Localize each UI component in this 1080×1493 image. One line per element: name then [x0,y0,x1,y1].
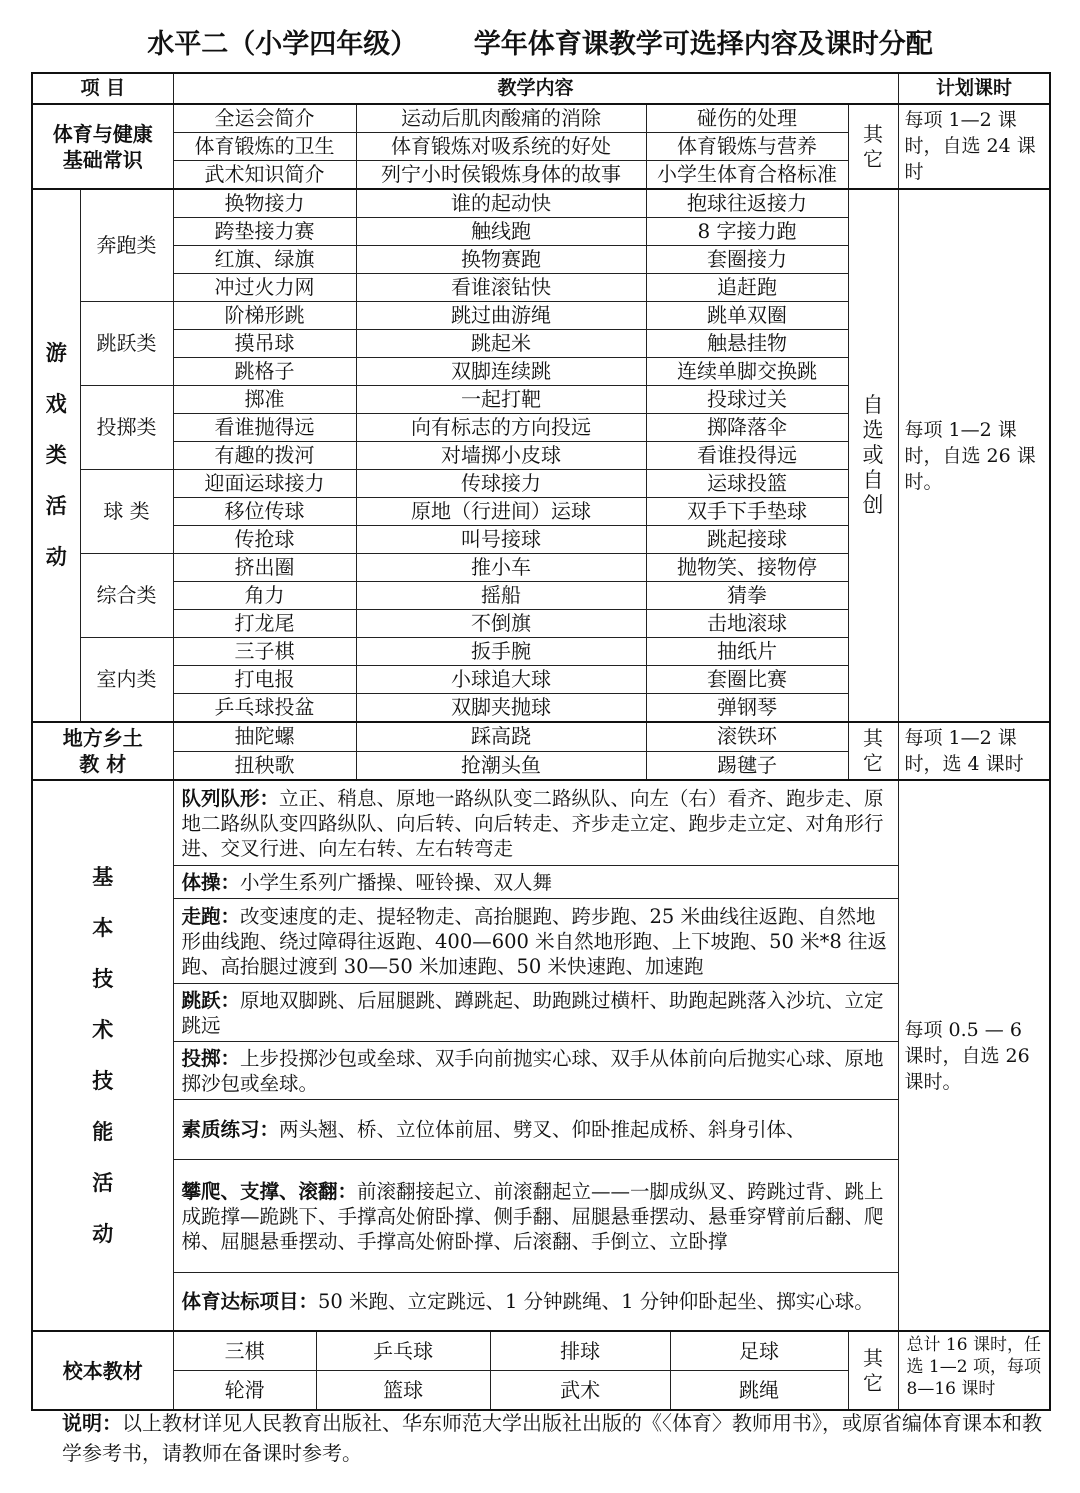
games-group-name: 球 类 [80,470,173,554]
health-item: 武术知识简介 [173,161,356,190]
game-item: 看谁滚钻快 [356,274,646,302]
header-content: 教学内容 [173,73,898,104]
game-item: 抱球往返接力 [646,189,848,218]
table-row [32,780,1050,866]
game-item: 跳起米 [356,330,646,358]
game-item: 三子棋 [173,638,356,666]
school-label: 校本教材 [32,1331,173,1410]
local-item: 抽陀螺 [173,722,356,751]
local-item: 抢潮头鱼 [356,751,646,780]
game-item: 小球追大球 [356,666,646,694]
game-item: 传抢球 [173,526,356,554]
games-group-name: 投掷类 [80,386,173,470]
health-item: 列宁小时侯锻炼身体的故事 [356,161,646,190]
school-item: 跳绳 [739,1378,780,1402]
game-item: 看谁投得远 [646,442,848,470]
table-row [32,899,1050,984]
health-item: 体育锻炼对吸系统的好处 [356,133,646,161]
health-label: 体育与健康 基础常识 [32,104,173,189]
header-item: 项 目 [32,73,173,104]
skill-item [173,984,898,1042]
table-row [32,1100,1050,1160]
table-row [32,866,1050,899]
game-item: 对墙掷小皮球 [356,442,646,470]
local-item: 踩高跷 [356,722,646,751]
skill-category: 素质练习： [181,1118,280,1141]
game-item: 谁的起动快 [356,189,646,218]
games-group-name: 跳跃类 [80,302,173,386]
game-item: 挤出圈 [173,554,356,582]
skill-category: 体操： [181,870,241,894]
game-item: 套圈接力 [646,246,848,274]
game-item: 一起打靶 [356,386,646,414]
local-item: 踢毽子 [646,751,848,780]
curriculum-table [31,72,1051,1411]
footnote-text: 以上教材详见人民教育出版社、华东师范大学出版社出版的《〈体育〉教师用书》，或原省编体育课本和教学参考书，请教师在备课时参考。 [62,1411,1042,1465]
skills-label: 基 本 技 术 技 能 活 动 [32,780,173,1331]
skill-content: 小学生系列广播操、哑铃操、双人舞 [240,870,553,894]
skill-content: 50 米跑、立定跳远、1 分钟跳绳、1 分钟仰卧起坐、掷实心球。 [318,1290,874,1313]
skill-item [173,1273,898,1332]
school-item: 足球 [739,1339,780,1363]
school-row-items [174,1371,848,1409]
games-label: 游 戏 类 活 动 [32,189,80,722]
skill-item [173,780,898,866]
footnote-label: 说明： [62,1411,122,1435]
health-item: 小学生体育合格标准 [646,161,848,190]
school-row-items [174,1332,848,1370]
game-item: 连续单脚交换跳 [646,358,848,386]
skill-content: 前滚翻接起立、前滚翻起立——一脚成纵叉、跨跳过背、跳上成跪撑—跪跳下、手撑高处俯卧撑、侧手翻、屈腿悬垂摆动、悬垂穿臂前后翻、爬梯、屈腿悬垂摆动、手撑高处俯卧撑、后滚翻、手倒立、立卧撑 [181,1179,884,1253]
skill-item [173,866,898,899]
game-item: 换物赛跑 [356,246,646,274]
health-plan: 每项 1—2 课时，自选 24 课时 [898,104,1050,189]
game-item: 向有标志的方向投远 [356,414,646,442]
skill-content: 立正、稍息、原地一路纵队变二路纵队、向左（右）看齐、跑步走、原地二路纵队变四路纵队、向后转、向后转走、齐步走立定、跑步走立定、对角形行进、交叉行进、向左右转、左右转弯走 [181,786,884,860]
skill-item [173,1160,898,1273]
skill-item [173,899,898,984]
school-item: 乒乓球 [317,1332,491,1370]
game-item: 打电报 [173,666,356,694]
footnote [62,1408,1052,1468]
game-item: 双脚连续跳 [356,358,646,386]
game-item: 猜拳 [646,582,848,610]
skill-content: 上步投掷沙包或垒球、双手向前抛实心球、双手从体前向后抛实心球、原地掷沙包或垒球。 [181,1046,884,1095]
school-row [173,1331,848,1371]
game-item: 迎面运球接力 [173,470,356,498]
local-other: 其 它 [848,722,898,780]
skill-category: 跳跃： [181,988,241,1012]
skill-item [173,1100,898,1160]
health-item: 体育锻炼的卫生 [173,133,356,161]
game-item: 击地滚球 [646,610,848,638]
game-item: 阶梯形跳 [173,302,356,330]
skill-content: 改变速度的走、提轻物走、高抬腿跑、跨步跑、25 米曲线往返跑、自然地形曲线跑、绕过障碍往返跑、400—600 米自然地形跑、上下坡跑、50 米*8 往返跑、高抬腿过渡到 30—50 米加速跑、50 米快速跑、加速跑 [181,904,888,978]
game-item: 看谁抛得远 [173,414,356,442]
school-plan: 总计 16 课时，任选 1—2 项，每项 8—16 课时 [898,1331,1050,1410]
game-item: 扳手腕 [356,638,646,666]
game-item: 打龙尾 [173,610,356,638]
game-item: 换物接力 [173,189,356,218]
game-item: 套圈比赛 [646,666,848,694]
skill-category: 攀爬、支撑、滚翻： [181,1179,358,1203]
skill-content: 原地双脚跳、后屈腿跳、蹲跳起、助跑跳过横杆、助跑起跳落入沙坑、立定跳远 [181,988,884,1037]
local-label: 地方乡土 教 材 [32,722,173,780]
school-other: 其 它 [848,1331,898,1410]
game-item: 冲过火力网 [173,274,356,302]
game-item: 跳起接球 [646,526,848,554]
health-other: 其 它 [848,104,898,189]
local-item: 滚铁环 [646,722,848,751]
game-item: 抛物笑、接物停 [646,554,848,582]
game-item: 乒乓球投盆 [173,694,356,723]
local-plan: 每项 1—2 课时，选 4 课时 [898,722,1050,780]
games-group-name: 奔跑类 [80,189,173,302]
game-item: 摸吊球 [173,330,356,358]
school-row [173,1371,848,1411]
game-item: 红旗、绿旗 [173,246,356,274]
school-item: 排球 [491,1332,671,1370]
game-item: 触悬挂物 [646,330,848,358]
local-item: 扭秧歌 [173,751,356,780]
skill-content: 两头翘、桥、立位体前屈、劈叉、仰卧推起成桥、斜身引体、 [279,1118,806,1141]
page-title: 水平二（小学四年级） 学年体育课教学可选择内容及课时分配 [147,29,933,60]
game-item: 传球接力 [356,470,646,498]
game-item: 叫号接球 [356,526,646,554]
health-item: 碰伤的处理 [646,104,848,133]
game-item: 8 字接力跑 [646,218,848,246]
game-item: 运球投篮 [646,470,848,498]
game-item: 掷降落伞 [646,414,848,442]
game-item: 弹钢琴 [646,694,848,723]
school-item: 轮滑 [174,1371,317,1409]
game-item: 推小车 [356,554,646,582]
game-item: 双手下手垫球 [646,498,848,526]
header-hours: 计划课时 [898,73,1050,104]
skill-category: 体育达标项目： [181,1290,319,1313]
game-item: 投球过关 [646,386,848,414]
game-item: 追赶跑 [646,274,848,302]
table-row [32,1273,1050,1332]
game-item: 跳过曲游绳 [356,302,646,330]
table-row [32,722,1050,751]
table-row [32,1042,1050,1100]
health-item: 运动后肌肉酸痛的消除 [356,104,646,133]
table-row [32,1160,1050,1273]
table-row [32,984,1050,1042]
game-item: 触线跑 [356,218,646,246]
game-item: 不倒旗 [356,610,646,638]
game-item: 有趣的拨河 [173,442,356,470]
school-item: 武术 [491,1371,671,1409]
school-item: 篮球 [317,1371,491,1409]
game-item: 跨垫接力赛 [173,218,356,246]
table-row [32,1331,1050,1371]
game-item: 摇船 [356,582,646,610]
skill-category: 队列队形： [181,786,280,810]
game-item: 原地（行进间）运球 [356,498,646,526]
table-row [32,189,1050,218]
games-group-name: 综合类 [80,554,173,638]
game-item: 双脚夹抛球 [356,694,646,723]
games-plan: 每项 1—2 课时，自选 26 课时。 [898,189,1050,722]
game-item: 移位传球 [173,498,356,526]
table-row [32,104,1050,133]
health-item: 体育锻炼与营养 [646,133,848,161]
game-item: 跳单双圈 [646,302,848,330]
skills-plan: 每项 0.5 — 6 课时，自选 26 课时。 [898,780,1050,1331]
table-row [32,73,1050,104]
skill-item [173,1042,898,1100]
school-item: 三棋 [174,1332,317,1370]
skill-category: 投掷： [181,1046,241,1070]
games-group-name: 室内类 [80,638,173,723]
game-item: 抽纸片 [646,638,848,666]
health-item: 全运会简介 [173,104,356,133]
game-item: 跳格子 [173,358,356,386]
game-item: 角力 [173,582,356,610]
skill-category: 走跑： [181,904,241,928]
game-item: 掷准 [173,386,356,414]
games-self-select: 自 选 或 自 创 [848,189,898,722]
